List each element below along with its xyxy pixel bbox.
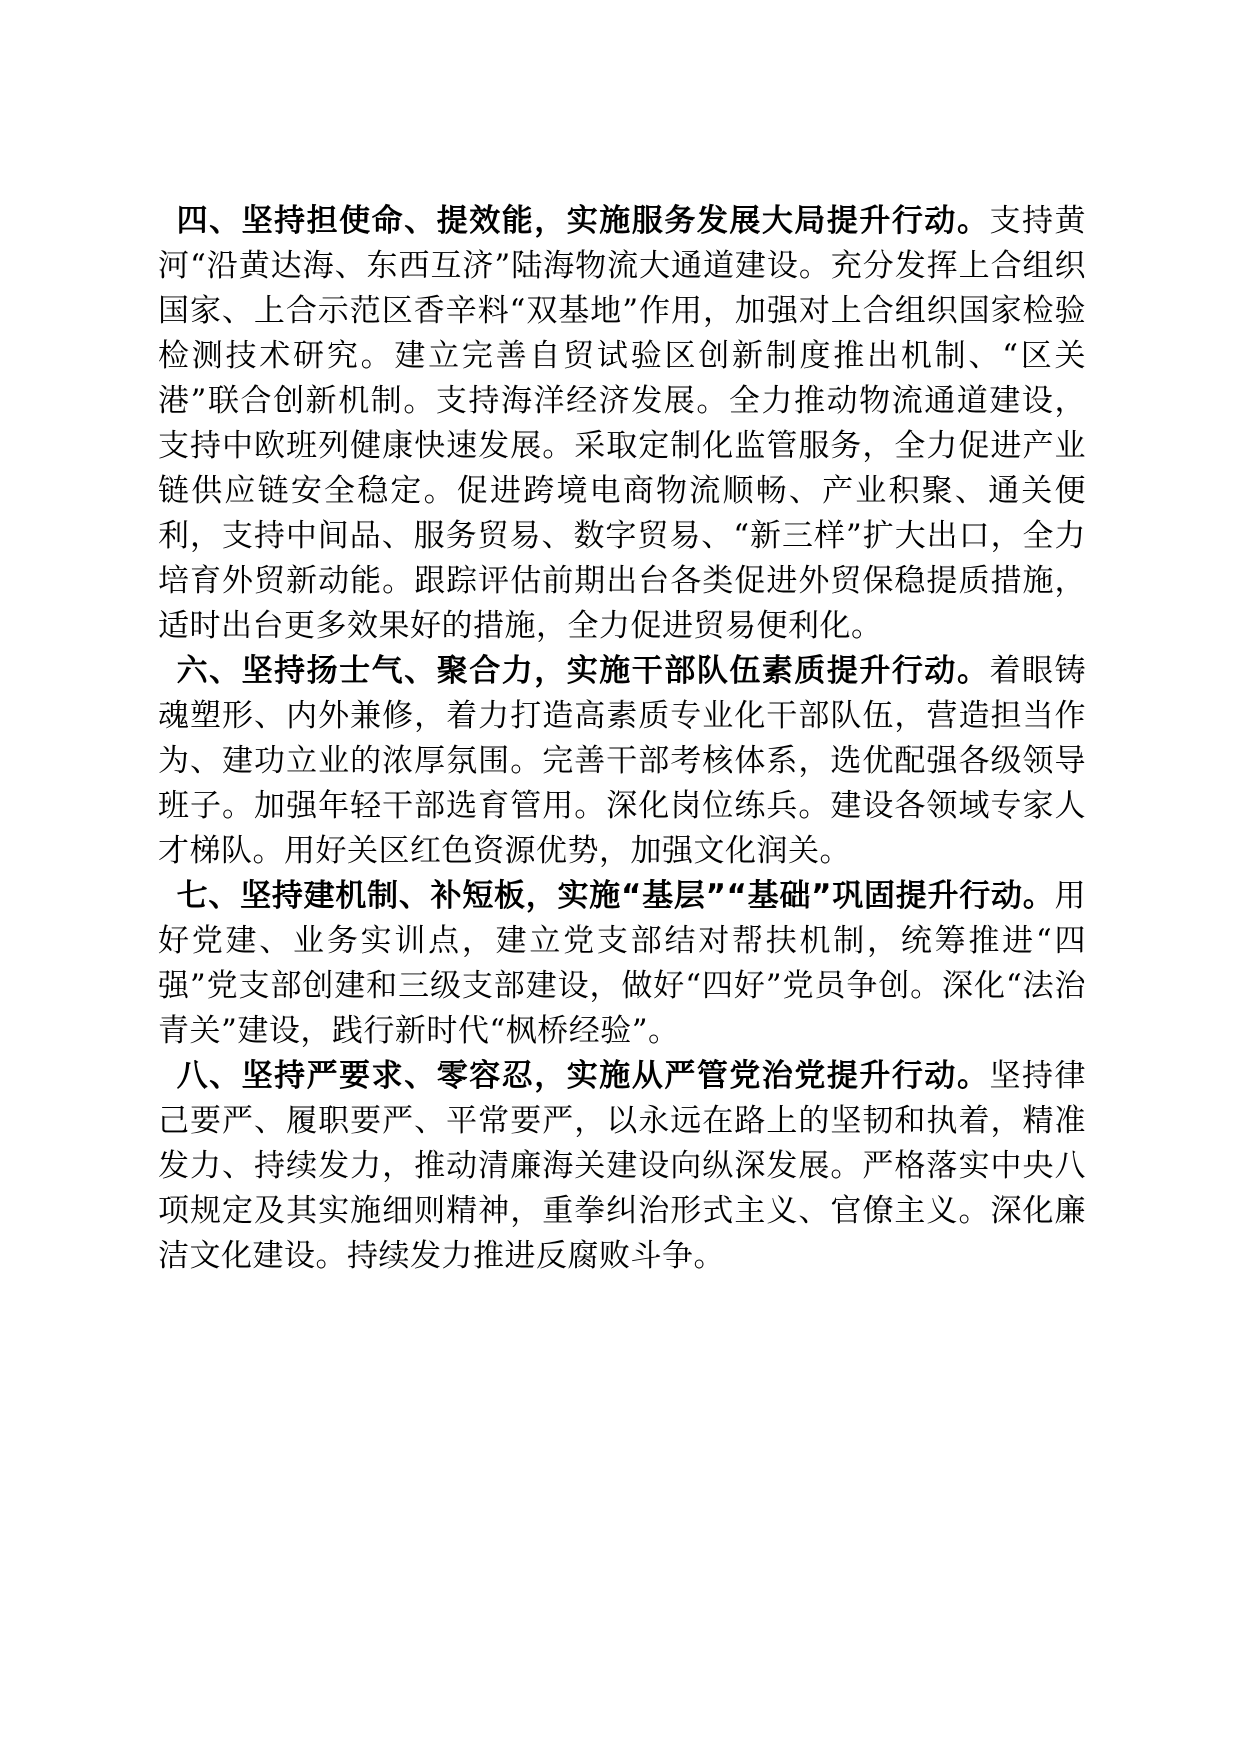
section-7-body: 用好党建、业务实训点，建立党支部结对帮扶机制，统筹推进“四强”党支部创建和三级支部建设，做好“四好”党员争创。深化“法治青关”建设，践行新时代“枫桥经验”。	[158, 878, 1086, 1049]
section-8-body: 坚持律己要严、履职要严、平常要严，以永远在路上的坚韧和执着，精准发力、持续发力，推动清廉海关建设向纵深发展。严格落实中央八项规定及其实施细则精神，重拳纠治形式主义、官僚主义。深化廉洁文化建设。持续发力推进反腐败斗争。	[158, 1058, 1086, 1274]
paragraph-section-8	[158, 1054, 1086, 1279]
section-4-body: 支持黄河“沿黄达海、东西互济”陆海物流大通道建设。充分发挥上合组织国家、上合示范区香辛料“双基地”作用，加强对上合组织国家检验检测技术研究。建立完善自贸试验区创新制度推出机制、“区关港”联合创新机制。支持海洋经济发展。全力推动物流通道建设，支持中欧班列健康快速发展。采取定制化监管服务，全力促进产业链供应链安全稳定。促进跨境电商物流顺畅、产业积聚、通关便利，支持中间品、服务贸易、数字贸易、“新三样”扩大出口，全力培育外贸新动能。跟踪评估前期出台各类促进外贸保稳提质措施，适时出台更多效果好的措施，全力促进贸易便利化。	[158, 203, 1086, 644]
section-6-body: 着眼铸魂塑形、内外兼修，着力打造高素质专业化干部队伍，营造担当作为、建功立业的浓厚氛围。完善干部考核体系，选优配强各级领导班子。加强年轻干部选育管用。深化岗位练兵。建设各领域专家人才梯队。用好关区红色资源优势，加强文化润关。	[158, 653, 1086, 869]
document-body	[158, 199, 1086, 1279]
paragraph-section-4	[158, 199, 1086, 649]
section-4-heading: 四、坚持担使命、提效能，实施服务发展大局提升行动。	[176, 203, 990, 239]
paragraph-section-6	[158, 649, 1086, 874]
section-7-heading: 七、坚持建机制、补短板，实施“基层”“基础”巩固提升行动。	[176, 878, 1055, 914]
paragraph-section-7	[158, 874, 1086, 1054]
section-6-heading: 六、坚持扬士气、聚合力，实施干部队伍素质提升行动。	[176, 653, 990, 689]
section-8-heading: 八、坚持严要求、零容忍，实施从严管党治党提升行动。	[176, 1058, 990, 1094]
